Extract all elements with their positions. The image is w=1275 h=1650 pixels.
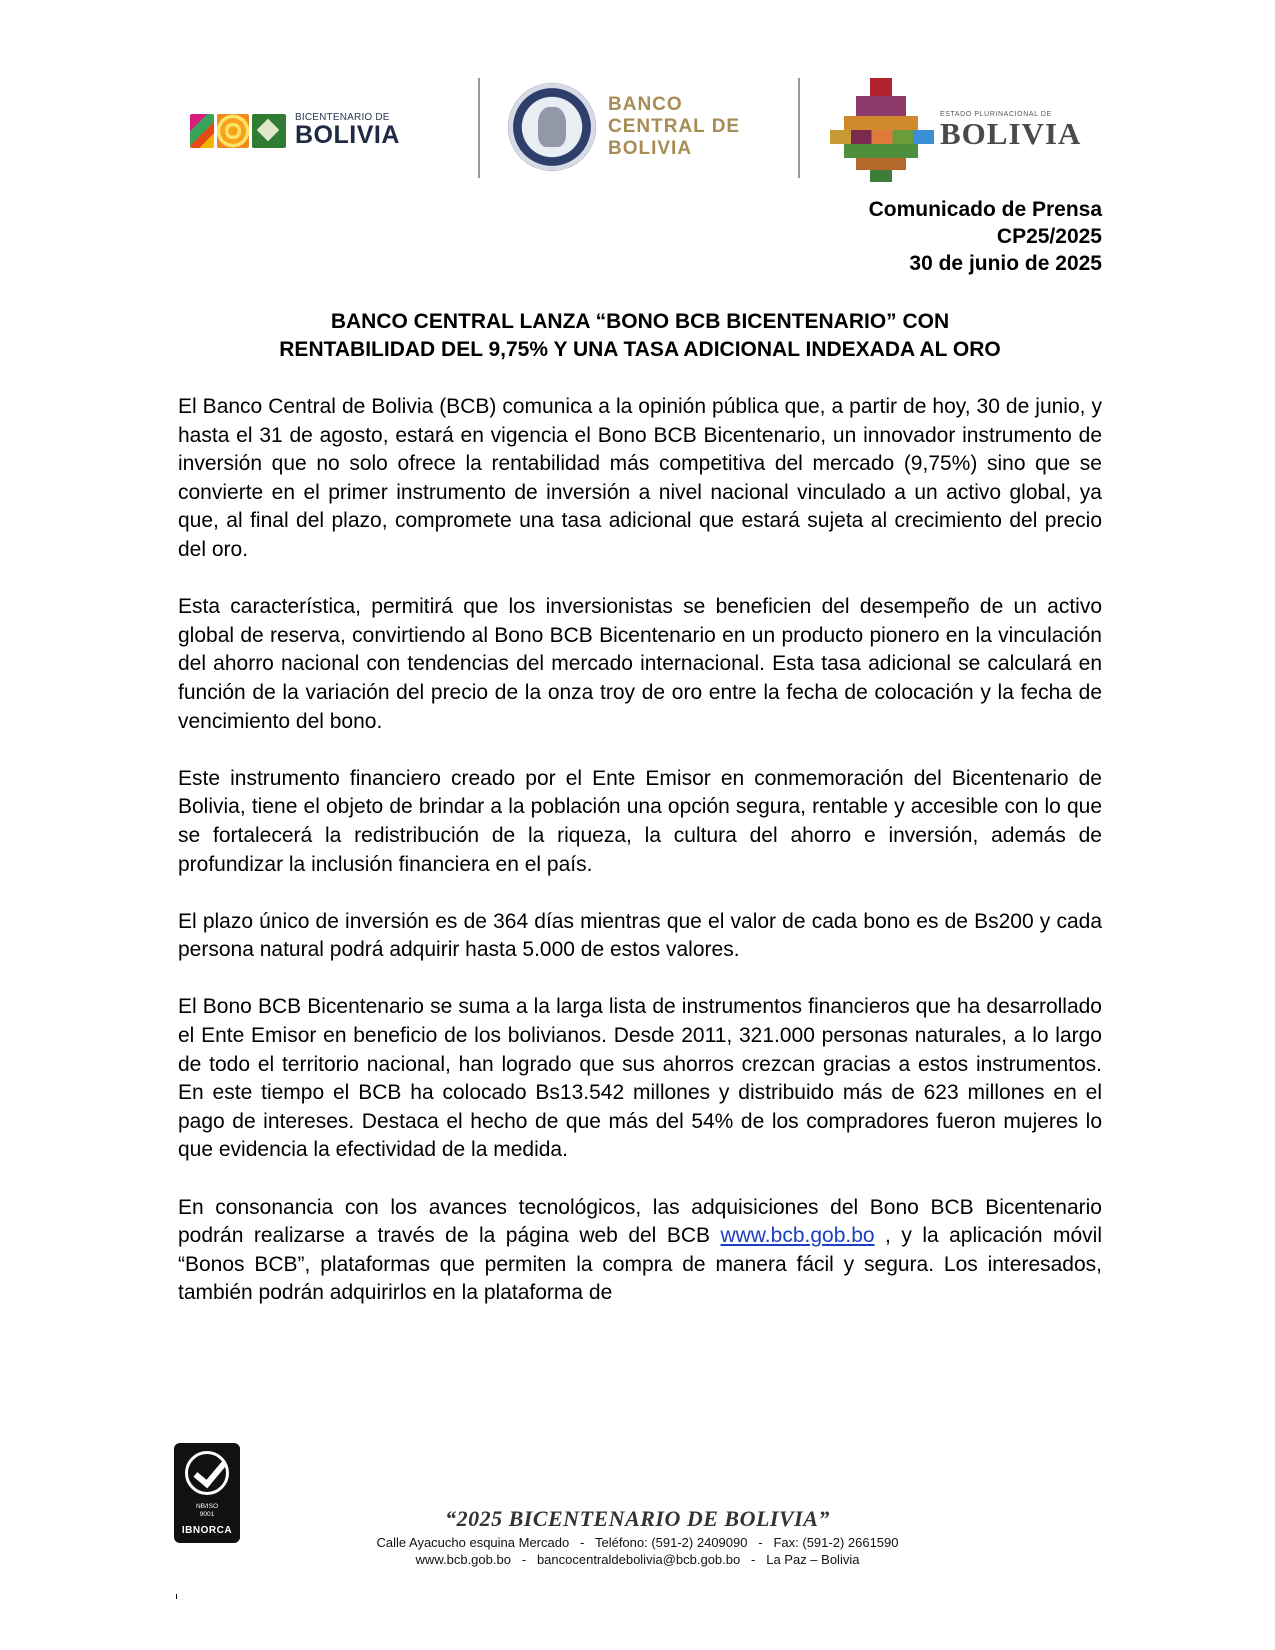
iso-code-line: 9001 — [199, 1511, 215, 1518]
bcb-wordmark-line: BANCO — [608, 94, 683, 116]
document-code: CP25/2025 — [996, 225, 1102, 248]
body-paragraph: Este instrumento financiero creado por el Ente Emisor en conmemoración del Bicentenario de Bolivia, tiene el objeto de brindar a la población una opción segura, rentable y accesible con lo que se fortalecerá la redistribución de la riqueza, la cultura del ahorro e inversión, además de profundizar la inclusión financiera en el país. — [178, 766, 1102, 876]
logo-divider — [478, 78, 480, 178]
body-paragraph: El plazo único de inversión es de 364 días mientras que el valor de cada bono es de Bs200 y cada persona natural podrá adquirir hasta 5.000 de estos valores. — [178, 909, 1102, 962]
bcb-seal-icon — [508, 83, 596, 171]
press-release-body — [178, 393, 1102, 1337]
estado-logo-wordmark: BOLIVIA — [940, 116, 1082, 151]
header-logo-bar — [190, 78, 1090, 183]
title-line: RENTABILIDAD DEL 9,75% Y UNA TASA ADICIONAL INDEXADA AL ORO — [279, 338, 1001, 361]
iso-code-line: NB/ISO — [195, 1503, 219, 1510]
bcb-wordmark-line: CENTRAL DE — [608, 116, 741, 138]
footer-contact: www.bcb.gob.bo - bancocentraldebolivia@bcb.gob.bo - La Paz – Bolivia — [415, 1552, 860, 1567]
document-date: 30 de junio de 2025 — [909, 252, 1102, 275]
document-type: Comunicado de Prensa — [868, 198, 1102, 221]
logo-divider — [798, 78, 800, 178]
press-release-meta — [869, 196, 1102, 277]
page-title — [178, 308, 1102, 364]
footer-motto: “2025 BICENTENARIO DE BOLIVIA” — [445, 1506, 830, 1531]
body-paragraph: El Banco Central de Bolivia (BCB) comunica a la opinión pública que, a partir de hoy, 30 de junio, y hasta el 31 de agosto, estará en vigencia el Bono BCB Bicentenario, un innovador instrumento de inversión que no solo ofrece la rentabilidad más competitiva del mercado (9,75%) sino que se convierte en el primer instrumento de inversión a nivel nacional vinculado a un activo global, ya que, al final del plazo, compromete una tasa adicional que estará sujeta al crecimiento del precio del oro. — [178, 395, 1102, 561]
bicentenario-tile-icon — [190, 114, 214, 148]
bcb-wordmark-line: BOLIVIA — [608, 137, 693, 159]
bicentenario-logo — [190, 113, 400, 148]
bicentenario-logo-caption: BICENTENARIO DE — [295, 112, 390, 123]
andean-diamond-icon — [252, 114, 286, 148]
estado-plurinacional-logo — [830, 78, 1081, 182]
body-paragraph: El Bono BCB Bicentenario se suma a la larga lista de instrumentos financieros que ha desarrollado el Ente Emisor en beneficio de los bolivianos. Desde 2011, 321.000 personas naturales, a lo largo de todo el territorio nacional, han logrado que sus ahorros crezcan gracias a estos instrumentos. En este tiempo el BCB ha colocado Bs13.542 millones y distribuido más de 623 millones en el pago de intereses. Destaca el hecho de que más del 54% de los compradores fueron mujeres lo que evidencia la efectividad de la medida. — [178, 995, 1102, 1162]
paragraph-text: , y la aplicación móvil “Bonos BCB”, plataformas que permiten la compra de manera fácil y segura. Los interesados, también podrán adquirirlos en la plataforma de — [178, 1224, 1102, 1305]
bcb-logo-wordmark — [608, 94, 740, 160]
page-mark — [176, 1594, 177, 1599]
footer-address: Calle Ayacucho esquina Mercado - Teléfono: (591-2) 2409090 - Fax: (591-2) 2661590 — [376, 1535, 899, 1550]
checkmark-icon — [185, 1451, 229, 1495]
paragraph-text: En consonancia con los avances tecnológicos, las adquisiciones del Bono BCB Bicentenario podrán realizarse a través de la página web del BCB — [178, 1195, 1102, 1248]
spiral-sun-icon — [217, 114, 249, 148]
title-line: BANCO CENTRAL LANZA “BONO BCB BICENTENARIO” CON — [330, 310, 950, 333]
bcb-website-link[interactable]: www.bcb.gob.bo — [720, 1224, 875, 1248]
chakana-mosaic-icon — [830, 78, 934, 182]
bicentenario-logo-wordmark: BOLIVIA — [295, 121, 400, 149]
body-paragraph: Esta característica, permitirá que los inversionistas se beneficien del desempeño de un activo global de reserva, convirtiendo al Bono BCB Bicentenario en un producto pionero en la vinculación del ahorro nacional con tendencias del mercado internacional. Esta tasa adicional se calculará en función de la variación del precio de la onza troy de oro entre la fecha de colocación y la fecha de vencimiento del bono. — [178, 595, 1102, 733]
iso-organization: IBNORCA — [181, 1525, 233, 1536]
bcb-logo — [508, 83, 740, 171]
body-paragraph-last — [178, 1194, 1102, 1308]
estado-logo-caption: ESTADO PLURINACIONAL DE — [940, 111, 1052, 118]
